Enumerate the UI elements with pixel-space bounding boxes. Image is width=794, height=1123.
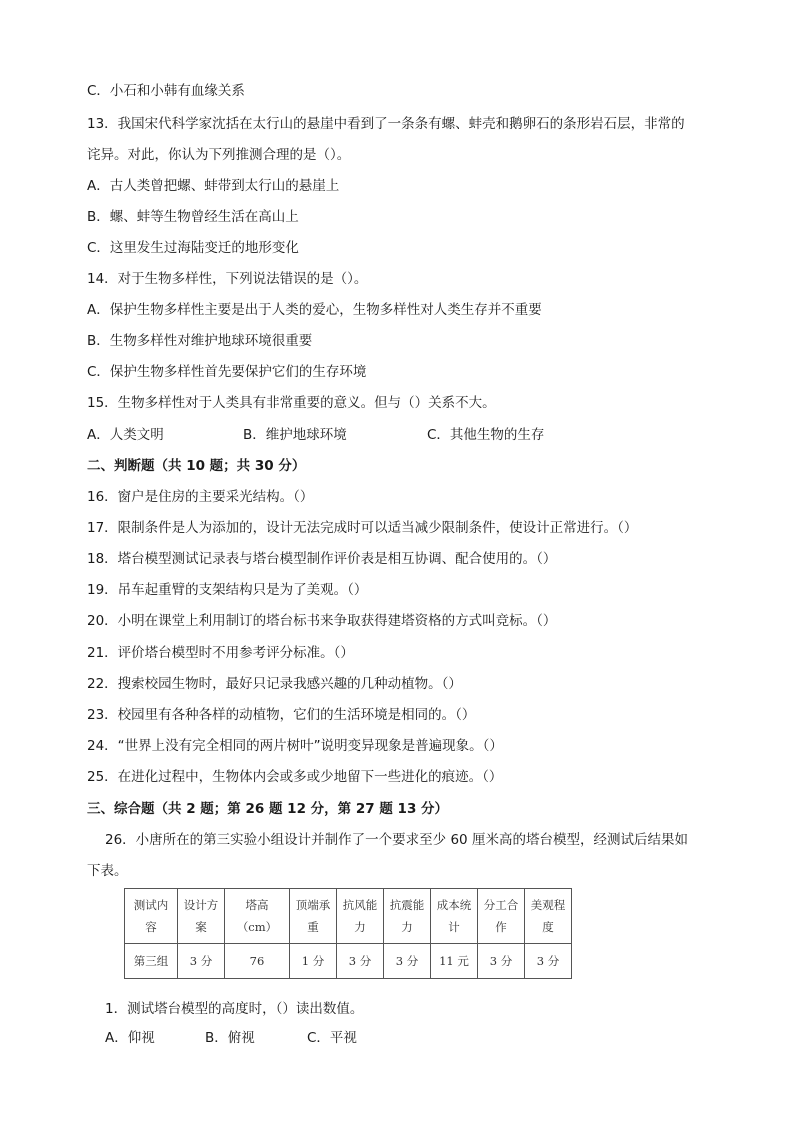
table-header-cell: 设计方 案	[178, 889, 225, 944]
q15-option-c: C．其他生物的生存	[427, 427, 545, 443]
table-cell: 3 分	[525, 944, 572, 979]
q13-option-c: C．这里发生过海陆变迁的地形变化	[87, 240, 299, 256]
q15-stem: 15．生物多样性对于人类具有非常重要的意义。但与（）关系不大。	[87, 395, 496, 411]
table-header-row	[125, 889, 572, 944]
q13-option-b: B．螺、蚌等生物曾经生活在高山上	[87, 209, 299, 225]
judge-item-19: 19．吊车起重臂的支架结构只是为了美观。（）	[87, 582, 368, 598]
q13-option-a: A．古人类曾把螺、蚌带到太行山的悬崖上	[87, 178, 340, 194]
table-cell: 1 分	[290, 944, 337, 979]
q26-sub1-option-a: A．仰视	[105, 1030, 155, 1046]
table-cell: 3 分	[478, 944, 525, 979]
judge-item-23: 23．校园里有各种各样的动植物，它们的生活环境是相同的。（）	[87, 707, 476, 723]
q13-stem-line2: 诧异。对此，你认为下列推测合理的是（）。	[87, 147, 351, 163]
judge-item-25: 25．在进化过程中，生物体内会或多或少地留下一些进化的痕迹。（）	[87, 769, 503, 785]
table-row	[125, 944, 572, 979]
table-cell: 第三组	[125, 944, 178, 979]
table-header-cell: 抗震能 力	[384, 889, 431, 944]
judge-item-22: 22．搜索校园生物时，最好只记录我感兴趣的几种动植物。（）	[87, 676, 462, 692]
q15-option-b: B．维护地球环境	[243, 427, 347, 443]
section2-heading: 二、判断题（共 10 题；共 30 分）	[87, 458, 306, 474]
judge-item-18: 18．塔台模型测试记录表与塔台模型制作评价表是相互协调、配合使用的。（）	[87, 551, 557, 567]
q26-sub1-option-c: C．平视	[307, 1030, 357, 1046]
table-cell: 3 分	[384, 944, 431, 979]
table-header-cell: 分工合 作	[478, 889, 525, 944]
q13-stem-line1: 13．我国宋代科学家沈括在太行山的悬崖中看到了一条条有螺、蚌壳和鹅卵石的条形岩石层，非常的	[87, 116, 685, 132]
judge-item-24: 24．“世界上没有完全相同的两片树叶”说明变异现象是普遍现象。（）	[87, 738, 503, 754]
judge-item-16: 16．窗户是住房的主要采光结构。（）	[87, 489, 314, 505]
table-cell: 76	[225, 944, 290, 979]
q26-stem-line1: 26．小唐所在的第三实验小组设计并制作了一个要求至少 60 厘米高的塔台模型，经测试后结果如	[105, 832, 688, 848]
table-cell: 11 元	[431, 944, 478, 979]
q15-option-a: A．人类文明	[87, 427, 164, 443]
q26-sub1-stem: 1．测试塔台模型的高度时，（）读出数值。	[105, 1001, 364, 1017]
judge-item-17: 17．限制条件是人为添加的，设计无法完成时可以适当减少限制条件，使设计正常进行。（）	[87, 520, 638, 536]
q14-stem: 14．对于生物多样性，下列说法错误的是（）。	[87, 271, 368, 287]
section3-heading: 三、综合题（共 2 题；第 26 题 12 分，第 27 题 13 分）	[87, 801, 449, 817]
table-cell: 3 分	[178, 944, 225, 979]
table-header-cell: 抗风能 力	[337, 889, 384, 944]
judge-item-20: 20．小明在课堂上利用制订的塔台标书来争取获得建塔资格的方式叫竞标。（）	[87, 613, 557, 629]
q26-sub1-option-b: B．俯视	[205, 1030, 255, 1046]
q26-stem-line2: 下表。	[87, 863, 128, 879]
table-header-cell: 塔高（cm）	[225, 889, 290, 944]
table-cell: 3 分	[337, 944, 384, 979]
table-header-cell: 成本统 计	[431, 889, 478, 944]
q14-option-c: C．保护生物多样性首先要保护它们的生存环境	[87, 364, 367, 380]
q14-option-b: B．生物多样性对维护地球环境很重要	[87, 333, 313, 349]
test-result-table	[124, 888, 572, 979]
q14-option-a: A．保护生物多样性主要是出于人类的爱心，生物多样性对人类生存并不重要	[87, 302, 542, 318]
table-header-cell: 美观程 度	[525, 889, 572, 944]
table-header-cell: 顶端承 重	[290, 889, 337, 944]
table-header-cell: 测试内 容	[125, 889, 178, 944]
judge-item-21: 21．评价塔台模型时不用参考评分标准。（）	[87, 645, 354, 661]
q12-option-c: C．小石和小韩有血缘关系	[87, 83, 245, 99]
